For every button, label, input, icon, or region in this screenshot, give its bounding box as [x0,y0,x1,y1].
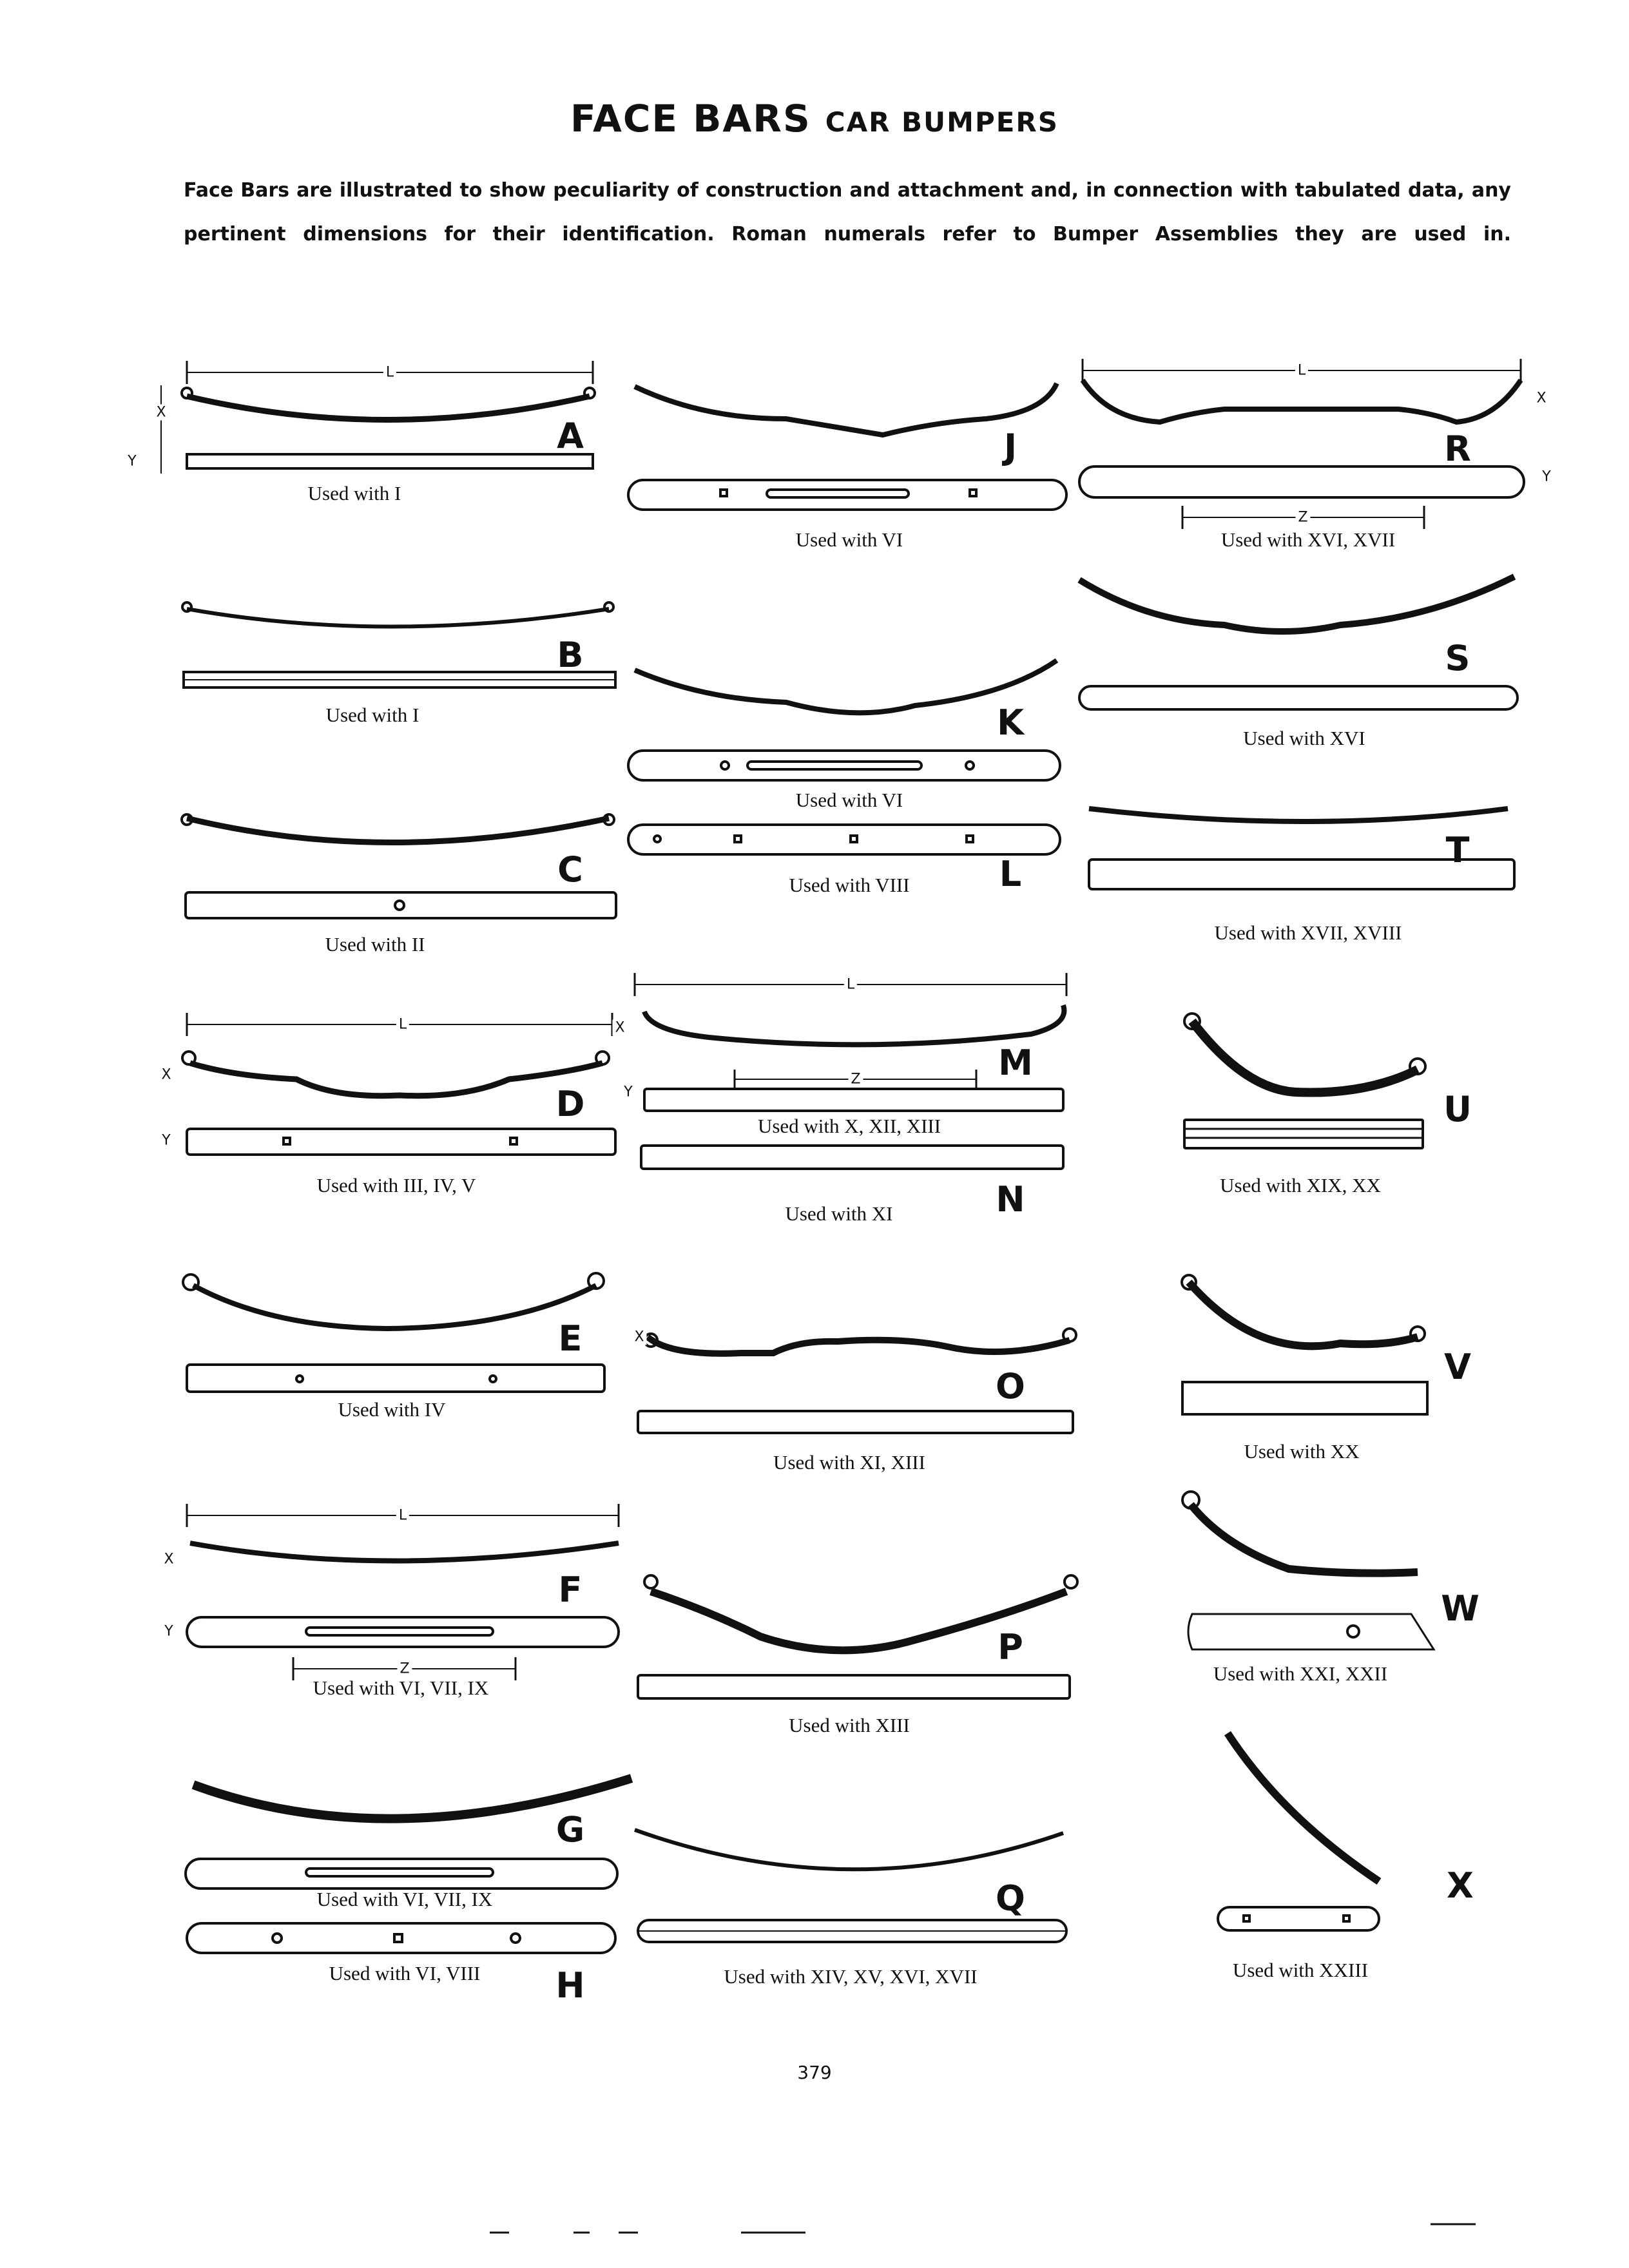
title-main: FACE BARS [570,97,811,140]
bar-letter-k: K [997,702,1024,743]
bar-d-drawing [182,1013,615,1155]
dim-label-x-r: X [1534,390,1548,407]
bar-e-drawing [183,1273,604,1392]
title-sub: CAR BUMPERS [825,106,1059,138]
bar-letter-v: V [1444,1347,1471,1387]
bar-caption-b: Used with I [325,704,419,726]
bar-x-drawing [1218,1733,1379,1930]
bar-letter-b: B [557,635,584,675]
bar-caption-p: Used with XIII [789,1714,910,1736]
bar-letter-j: J [1003,427,1017,467]
bar-caption-m: Used with X, XII, XIII [757,1115,941,1137]
bar-letter-h: H [555,1965,585,2006]
dim-label-l-r: L [1295,363,1308,379]
dim-label-x-f: X [161,1552,176,1568]
bar-caption-l: Used with VIII [789,874,910,896]
bar-letter-d: D [555,1084,585,1124]
dim-label-l-m: L [844,977,857,993]
bar-caption-s: Used with XVI [1243,727,1365,749]
bar-letter-e: E [558,1318,583,1359]
bar-letter-g: G [555,1809,585,1850]
bar-caption-e: Used with IV [338,1398,446,1421]
dim-label-x-o: X [631,1329,646,1345]
bar-letter-c: C [557,849,583,890]
page-footer-marks [490,2224,1476,2233]
dim-label-l-a: L [383,365,396,381]
dim-label-l-f: L [396,1508,409,1524]
bar-n-drawing [641,1146,1063,1169]
dim-label-y-m: Y [621,1084,635,1100]
bar-letter-q: Q [996,1878,1025,1919]
dim-label-l-d: L [396,1017,409,1033]
bar-letter-r: R [1444,428,1471,469]
dim-label-z-r: Z [1295,510,1310,526]
dim-label-x-a: X [153,405,168,421]
bar-c-drawing [182,814,616,918]
bar-letter-f: F [558,1570,583,1610]
bar-m-drawing [635,973,1066,1111]
bar-letter-u: U [1443,1089,1472,1129]
bar-h-drawing [187,1923,615,1953]
bar-caption-j: Used with VI [795,528,903,551]
dim-label-y-a: Y [125,454,139,470]
bar-caption-k: Used with VI [795,789,903,811]
dim-label-z-f: Z [397,1661,412,1677]
bar-caption-d: Used with III, IV, V [316,1174,476,1196]
bar-letter-l: L [999,854,1022,894]
dim-label-y-f: Y [162,1624,175,1640]
bar-caption-o: Used with XI, XIII [773,1451,925,1474]
dim-label-y-d: Y [159,1133,173,1149]
bar-v-drawing [1182,1275,1427,1414]
bar-w-drawing [1182,1492,1434,1649]
bar-caption-n: Used with XI [785,1202,893,1225]
bar-f-drawing [187,1504,619,1680]
bar-letter-w: W [1441,1588,1480,1629]
bar-caption-f: Used with VI, VII, IX [313,1677,489,1699]
bar-caption-c: Used with II [325,933,425,956]
bar-l-drawing [628,825,1060,854]
dim-label-x-d: X [159,1067,173,1083]
bar-letter-t: T [1445,830,1470,870]
bar-k-drawing [628,660,1060,780]
bar-caption-t: Used with XVII, XVIII [1214,921,1402,944]
bar-u-drawing [1184,1014,1425,1148]
bar-letter-n: N [996,1179,1025,1220]
bar-letter-x: X [1447,1865,1474,1906]
page-number: 379 [797,2062,832,2083]
intro-paragraph: Face Bars are illustrated to show peculiarity of construction and attachment and, in connection with tabulated data, any pertinent dimensions for their identification. Roman numerals refer to Bumper Assemblies they are used in. [184,179,1511,245]
bar-caption-x: Used with XXIII [1232,1959,1369,1981]
bar-a-drawing [161,361,595,474]
bar-caption-a: Used with I [307,482,401,505]
bar-letter-s: S [1445,638,1470,678]
bar-letter-m: M [998,1043,1033,1083]
bar-caption-h: Used with VI, VIII [329,1962,481,1984]
dim-label-y-r: Y [1539,469,1553,485]
bar-b-drawing [182,602,615,687]
bar-caption-v: Used with XX [1244,1440,1360,1463]
bar-caption-u: Used with XIX, XX [1220,1174,1381,1196]
dim-label-z-m: Z [848,1072,863,1088]
bar-letter-o: O [996,1366,1025,1407]
bar-letter-p: P [998,1627,1023,1667]
bar-caption-g: Used with VI, VII, IX [316,1888,493,1910]
bar-j-drawing [628,383,1066,510]
bar-caption-r: Used with XVI, XVII [1220,528,1396,551]
bar-caption-w: Used with XXI, XXII [1213,1662,1388,1685]
bar-caption-q: Used with XIV, XV, XVI, XVII [724,1965,978,1988]
dim-label-x-m: X [612,1020,627,1036]
bar-letter-a: A [557,416,584,456]
